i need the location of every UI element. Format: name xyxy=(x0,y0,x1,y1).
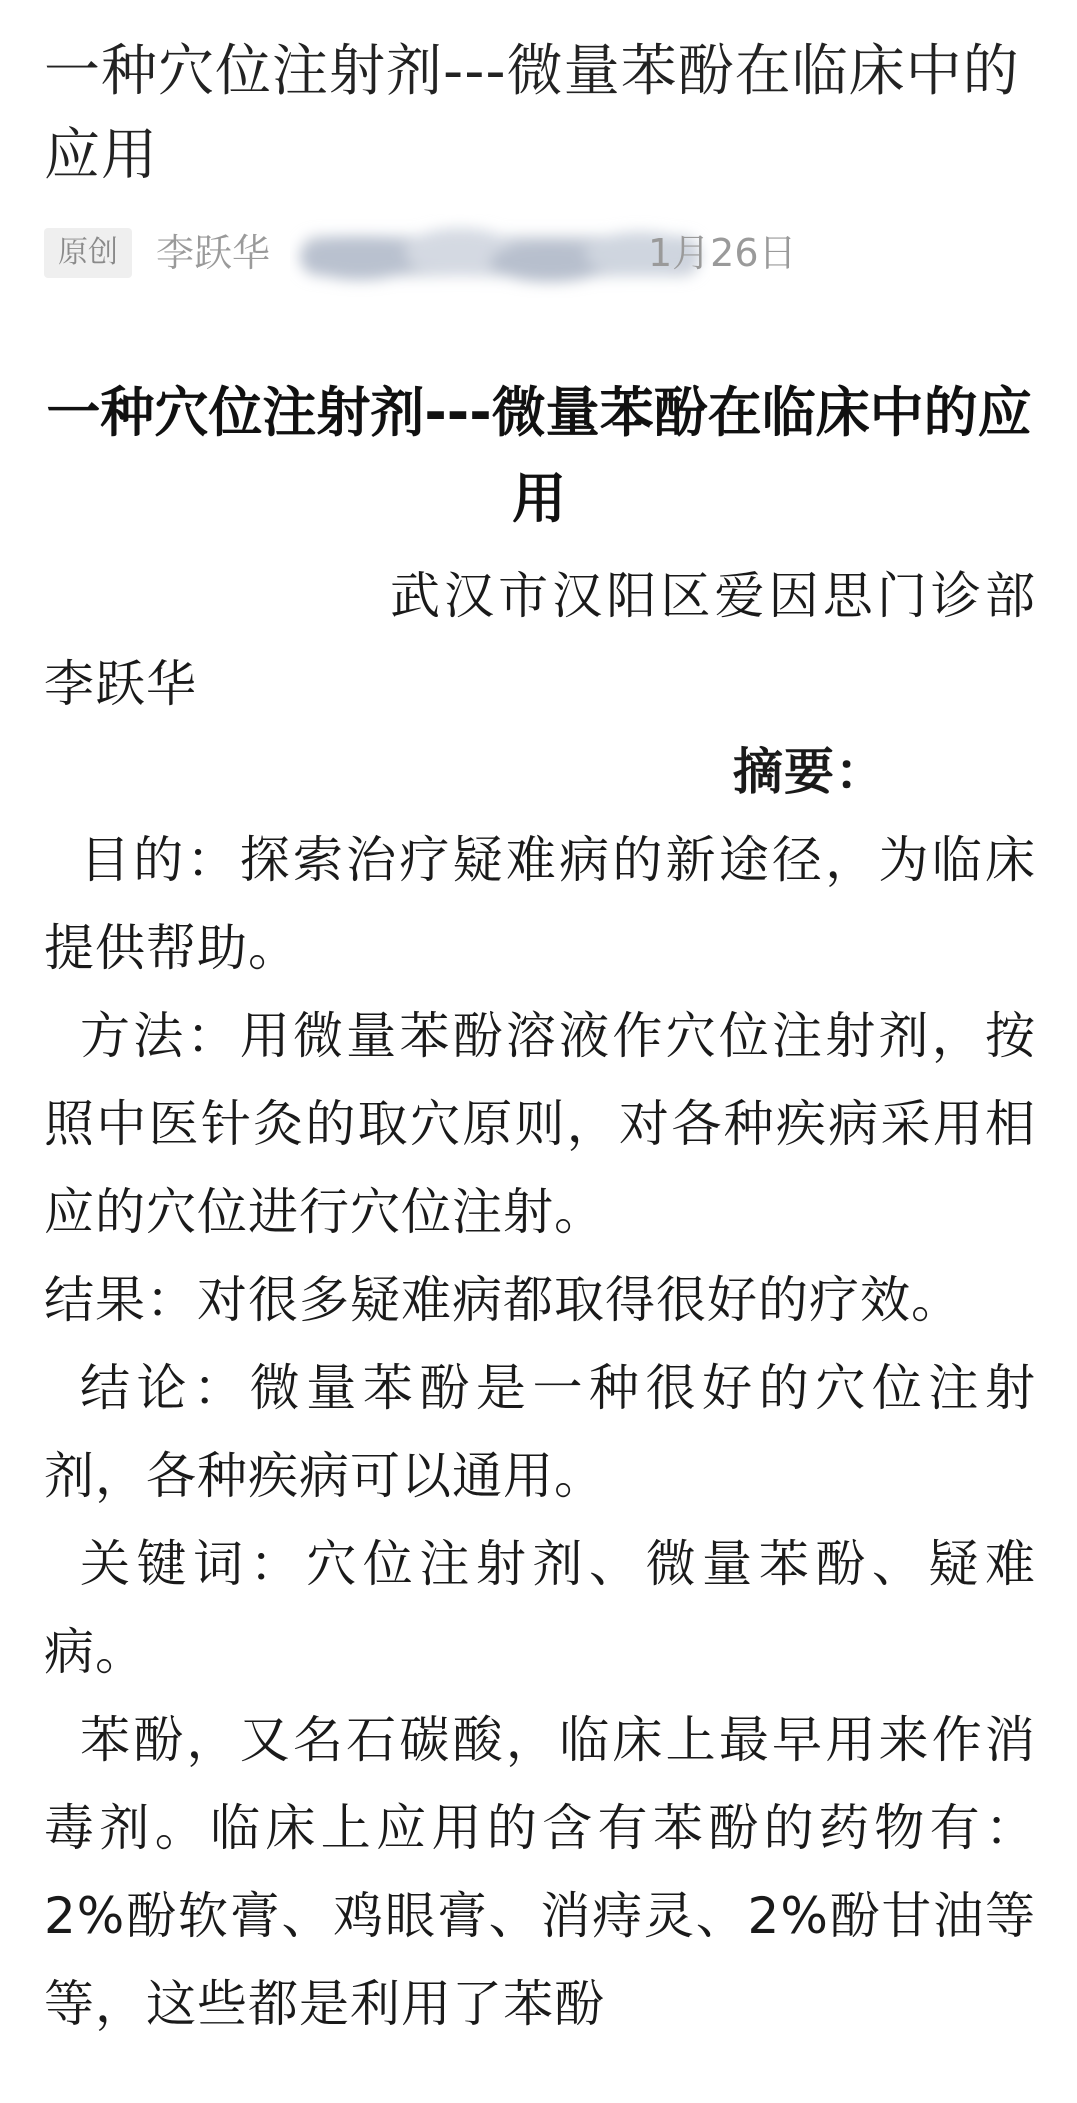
affiliation: 武汉市汉阳区爱因思门诊部 李跃华 xyxy=(44,567,1036,713)
keywords: 关键词：穴位注射剂、微量苯酚、疑难病。 xyxy=(44,1535,1036,1681)
original-badge: 原创 xyxy=(44,228,132,278)
article-body xyxy=(44,552,1036,2048)
abstract-result: 结果：对很多疑难病都取得很好的疗效。 xyxy=(44,1271,962,1329)
abstract-purpose: 目的：探索治疗疑难病的新途径，为临床提供帮助。 xyxy=(44,831,1036,977)
article-title: 一种穴位注射剂---微量苯酚在临床中的应用 xyxy=(46,381,1032,530)
post-meta xyxy=(44,226,1034,280)
abstract-label: 摘要： xyxy=(733,743,886,801)
post-date: 1月26日 xyxy=(648,231,797,275)
abstract-conclusion: 结论：微量苯酚是一种很好的穴位注射剂，各种疾病可以通用。 xyxy=(44,1359,1036,1505)
author-name[interactable]: 李跃华 xyxy=(156,231,271,275)
abstract-method: 方法：用微量苯酚溶液作穴位注射剂，按照中医针灸的取穴原则，对各种疾病采用相应的穴位进行穴位注射。 xyxy=(44,1007,1036,1241)
post-title: 一种穴位注射剂---微量苯酚在临床中的应用 xyxy=(44,39,1020,188)
body-paragraph: 苯酚，又名石碳酸，临床上最早用来作消毒剂。临床上应用的含有苯酚的药物有：2%酚软膏、鸡眼膏、消痔灵、2%酚甘油等等，这些都是利用了苯酚 xyxy=(44,1711,1036,2033)
redaction-blur xyxy=(290,214,710,298)
